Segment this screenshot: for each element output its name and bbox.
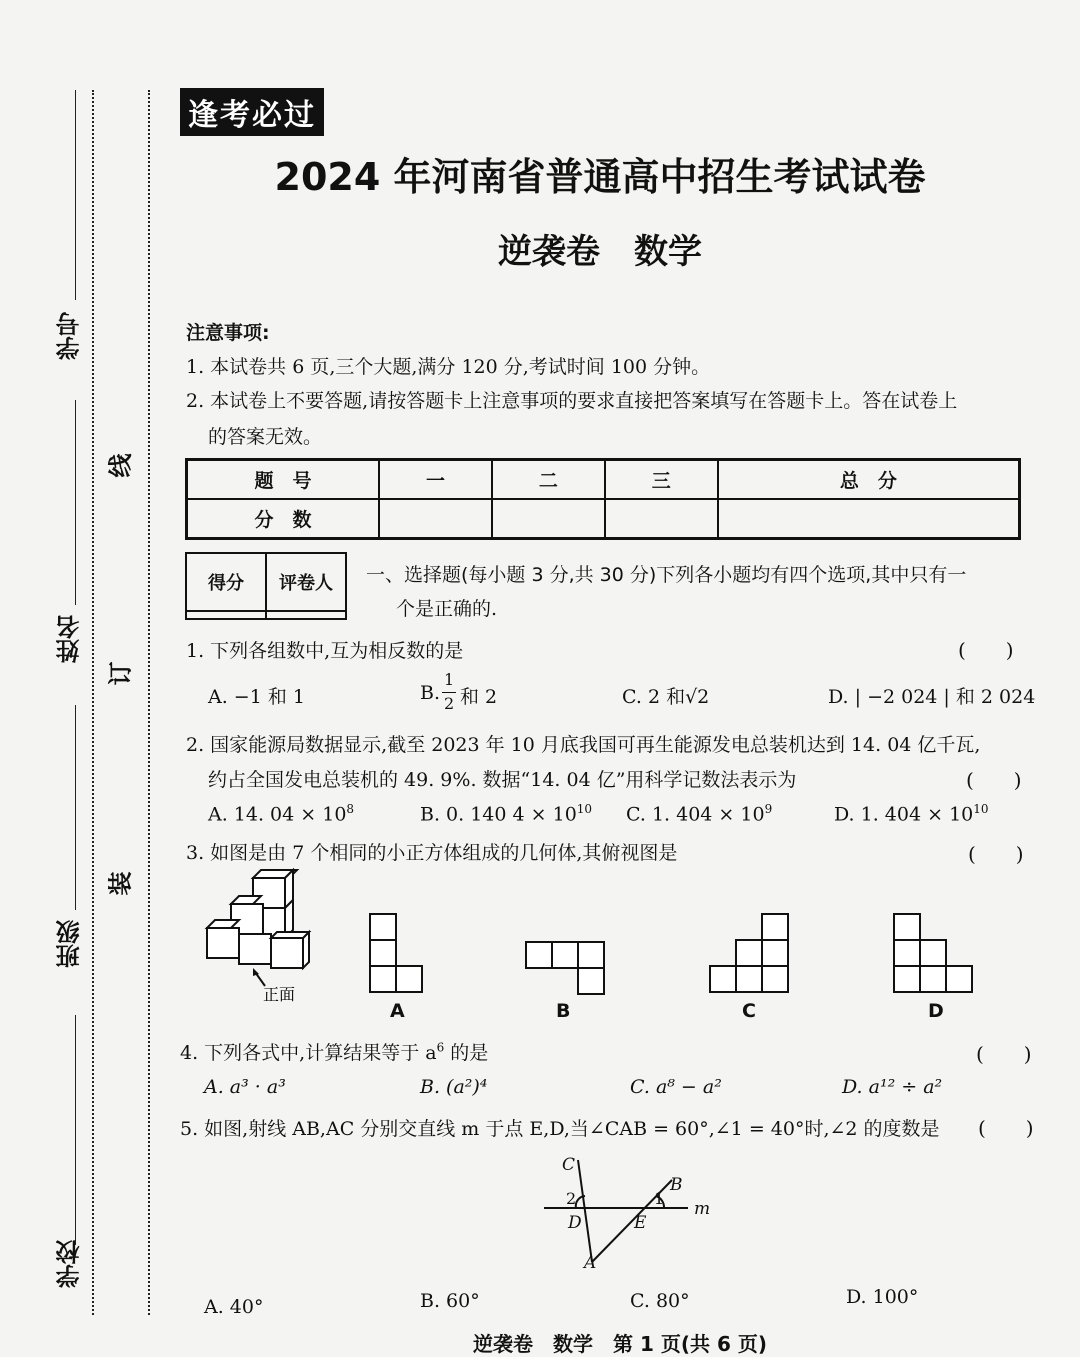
cut-mark-staple: 装 xyxy=(106,871,135,896)
score-cell-3 xyxy=(605,499,718,539)
q1-stem: 1. 下列各组数中,互为相反数的是 xyxy=(186,640,464,662)
q5-option-a: A. 40° xyxy=(204,1296,264,1318)
q4-option-a: A. a³ · a³ xyxy=(204,1076,286,1098)
q2-option-c xyxy=(626,802,772,825)
exam-title: 2024 年河南省普通高中招生考试试卷 xyxy=(274,155,926,199)
q4-option-d: D. a¹² ÷ a² xyxy=(842,1076,943,1098)
binding-dotted-line-inner xyxy=(148,90,150,1315)
q2-option-a-exp: 8 xyxy=(346,802,355,816)
q5-option-b: B. 60° xyxy=(420,1290,480,1312)
q5-label-c: C xyxy=(562,1155,576,1175)
q1-option-b-suffix: 和 2 xyxy=(460,686,498,708)
q3-option-d-figure xyxy=(892,912,976,994)
name-label: 姓名 xyxy=(56,615,84,663)
q5-label-d: D xyxy=(568,1213,582,1233)
q2-option-d-base: D. 1. 404 × 10 xyxy=(834,803,974,826)
grader-table xyxy=(185,552,347,620)
q3-option-d-label: D xyxy=(928,1000,944,1022)
q5-answer-paren: ( ) xyxy=(978,1116,1034,1140)
school-label: 学校 xyxy=(56,1240,84,1288)
score-cell-total xyxy=(718,499,1020,539)
q2-answer-paren: ( ) xyxy=(966,768,1022,792)
q5-label-b: B xyxy=(670,1175,683,1195)
notice-heading: 注意事项: xyxy=(186,322,270,344)
q3-option-a-figure xyxy=(368,912,424,994)
q5-option-d: D. 100° xyxy=(846,1286,919,1308)
q1-option-b-numerator: 1 xyxy=(444,670,455,689)
class-label: 班级 xyxy=(56,920,84,968)
q1-option-b-fraction-bar xyxy=(442,692,456,693)
q2-stem-line1: 2. 国家能源局数据显示,截至 2023 年 10 月底我国可再生能源发电总装机达到 14. 04 亿千瓦, xyxy=(186,734,981,756)
q3-answer-paren: ( ) xyxy=(968,842,1024,866)
q3-cube-figure xyxy=(195,868,315,1008)
score-header-question: 题 号 xyxy=(187,460,380,500)
page-footer: 逆袭卷 数学 第 1 页(共 6 页) xyxy=(473,1332,767,1356)
q2-option-b xyxy=(420,802,592,825)
notice-item-1: 1. 本试卷共 6 页,三个大题,满分 120 分,考试时间 100 分钟。 xyxy=(186,356,711,378)
cut-mark-line: 线 xyxy=(106,453,135,478)
q5-option-c: C. 80° xyxy=(630,1290,690,1312)
q3-front-label: 正面 xyxy=(263,985,296,1004)
q5-label-angle2: 2 xyxy=(566,1189,577,1208)
q4-option-b: B. (a²)⁴ xyxy=(420,1076,488,1098)
q4-stem-exp: 6 xyxy=(436,1040,445,1055)
q1-option-c: C. 2 和√2 xyxy=(622,686,710,708)
class-underline xyxy=(75,705,76,910)
q2-option-a-base: A. 14. 04 × 10 xyxy=(208,803,347,826)
q2-option-c-exp: 9 xyxy=(764,802,773,816)
q5-label-m: m xyxy=(694,1199,711,1219)
q2-option-d xyxy=(834,802,989,825)
q4-stem-end: 的是 xyxy=(444,1042,489,1064)
q1-option-b-prefix: B. xyxy=(420,682,441,704)
school-underline xyxy=(75,1015,76,1245)
q3-option-b-label: B xyxy=(556,1000,571,1022)
grader-score-label: 得分 xyxy=(186,553,266,611)
q3-option-c-label: C xyxy=(742,1000,756,1022)
q2-stem-line2: 约占全国发电总装机的 49. 9%. 数据“14. 04 亿”用科学记数法表示为 xyxy=(208,769,797,791)
binding-dotted-line-outer xyxy=(92,90,94,1315)
name-underline xyxy=(75,400,76,605)
q2-option-a xyxy=(208,802,354,825)
score-cell-1 xyxy=(379,499,492,539)
grader-name-cell xyxy=(266,611,346,619)
brand-logo: 逢考必过 xyxy=(180,88,324,136)
exam-subtitle: 逆袭卷 数学 xyxy=(498,232,702,272)
q2-option-b-exp: 10 xyxy=(576,802,593,816)
q1-option-d: D. | −2 024 | 和 2 024 xyxy=(828,686,1036,708)
q3-stem: 3. 如图是由 7 个相同的小正方体组成的几何体,其俯视图是 xyxy=(186,842,678,864)
section1-heading-cont: 个是正确的. xyxy=(396,598,498,620)
q2-option-d-exp: 10 xyxy=(973,802,989,816)
q5-label-e: E xyxy=(634,1213,647,1233)
section1-heading: 一、选择题(每小题 3 分,共 30 分)下列各小题均有四个选项,其中只有一 xyxy=(366,564,967,586)
q1-option-b-denominator: 2 xyxy=(444,694,455,713)
q5-label-angle1: 1 xyxy=(654,1189,665,1208)
cut-mark-bind: 订 xyxy=(106,661,135,686)
grader-name-label: 评卷人 xyxy=(266,553,346,611)
q4-stem-text: 4. 下列各式中,计算结果等于 a xyxy=(180,1042,437,1064)
grader-score-cell xyxy=(186,611,266,619)
score-header-2: 二 xyxy=(492,460,605,500)
score-header-3: 三 xyxy=(605,460,718,500)
q3-option-c-figure xyxy=(708,912,792,994)
score-header-total: 总 分 xyxy=(718,460,1020,500)
q5-stem: 5. 如图,射线 AB,AC 分别交直线 m 于点 E,D,当∠CAB = 60°,∠1 = 40°时,∠2 的度数是 xyxy=(180,1118,940,1140)
score-row-label: 分 数 xyxy=(187,499,380,539)
score-cell-2 xyxy=(492,499,605,539)
q5-angle-figure xyxy=(536,1150,726,1270)
q4-stem xyxy=(180,1038,488,1065)
q4-option-c: C. a⁸ − a² xyxy=(630,1076,722,1098)
q5-label-a: A xyxy=(584,1253,597,1270)
q3-option-a-label: A xyxy=(390,1000,405,1022)
q4-answer-paren: ( ) xyxy=(976,1042,1032,1066)
q2-option-b-base: B. 0. 140 4 × 10 xyxy=(420,803,577,826)
q2-option-c-base: C. 1. 404 × 10 xyxy=(626,803,765,826)
q3-option-b-figure xyxy=(524,940,606,996)
q1-option-a: A. −1 和 1 xyxy=(208,686,305,708)
student-id-label: 学号 xyxy=(56,312,84,360)
score-table xyxy=(185,458,1021,540)
q1-answer-paren: ( ) xyxy=(958,638,1014,662)
score-header-1: 一 xyxy=(379,460,492,500)
notice-item-2: 2. 本试卷上不要答题,请按答题卡上注意事项的要求直接把答案填写在答题卡上。答在试卷上 xyxy=(186,390,958,412)
notice-item-2-cont: 的答案无效。 xyxy=(208,426,323,448)
